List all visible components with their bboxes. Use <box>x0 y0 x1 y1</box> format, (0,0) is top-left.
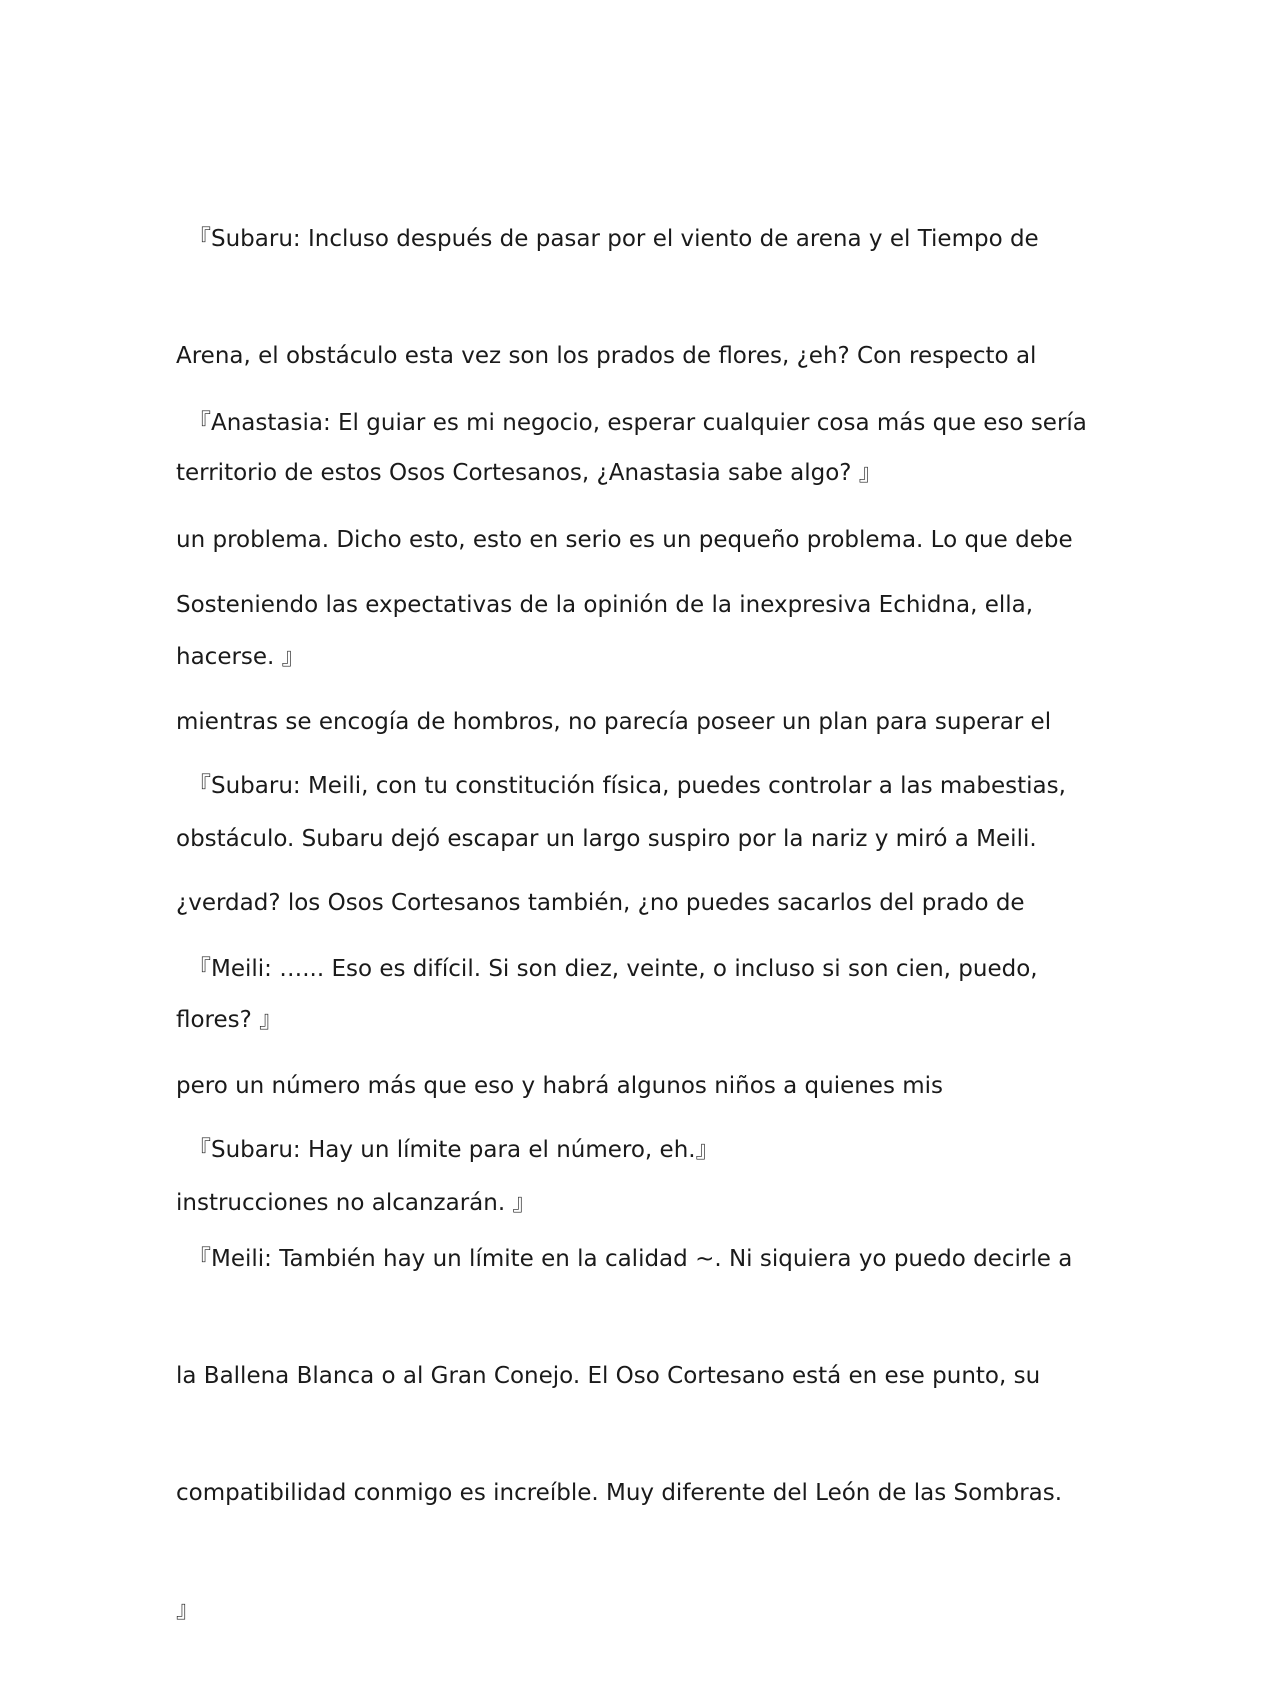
text-line: 『Meili: …... Eso es difícil. Si son diez, veinte, o incluso si son cien, puedo, <box>188 956 1038 982</box>
text-line: la Ballena Blanca o al Gran Conejo. El Oso Cortesano está en ese punto, su <box>176 1363 1041 1389</box>
text-line: hacerse. 』 <box>176 644 305 670</box>
text-line: 『Anastasia: El guiar es mi negocio, esperar cualquier cosa más que eso sería <box>188 410 1087 436</box>
text-line: 』 <box>176 1597 199 1623</box>
text-line: 『Meili: También hay un límite en la calidad ~. Ni siquiera yo puedo decirle a <box>188 1246 1073 1272</box>
text-line: un problema. Dicho esto, esto en serio es un pequeño problema. Lo que debe <box>176 527 1073 553</box>
text-line: compatibilidad conmigo es increíble. Muy diferente del León de las Sombras. <box>176 1480 1063 1506</box>
text-line: 『Subaru: Incluso después de pasar por el viento de arena y el Tiempo de <box>188 226 1039 252</box>
text-line: instrucciones no alcanzarán. 』 <box>176 1190 536 1216</box>
text-line: 『Subaru: Meili, con tu constitución física, puedes controlar a las mabestias, <box>188 773 1066 799</box>
text-line: ¿verdad? los Osos Cortesanos también, ¿no puedes sacarlos del prado de <box>176 890 1025 916</box>
text-line: Sosteniendo las expectativas de la opinión de la inexpresiva Echidna, ella, <box>176 592 1034 618</box>
paragraph-meili-2 <box>176 1162 1106 1708</box>
text-line: Arena, el obstáculo esta vez son los prados de flores, ¿eh? Con respecto al <box>176 343 1037 369</box>
text-line: mientras se encogía de hombros, no parecía poseer un plan para superar el <box>176 709 1052 735</box>
text-line: 『Subaru: Hay un límite para el número, eh.』 <box>188 1137 719 1163</box>
text-line: obstáculo. Subaru dejó escapar un largo suspiro por la nariz y miró a Meili. <box>176 826 1037 852</box>
text-line: flores? 』 <box>176 1007 283 1033</box>
text-line: territorio de estos Osos Cortesanos, ¿Anastasia sabe algo? 』 <box>176 460 882 486</box>
text-line: pero un número más que eso y habrá algunos niños a quienes mis <box>176 1073 944 1099</box>
